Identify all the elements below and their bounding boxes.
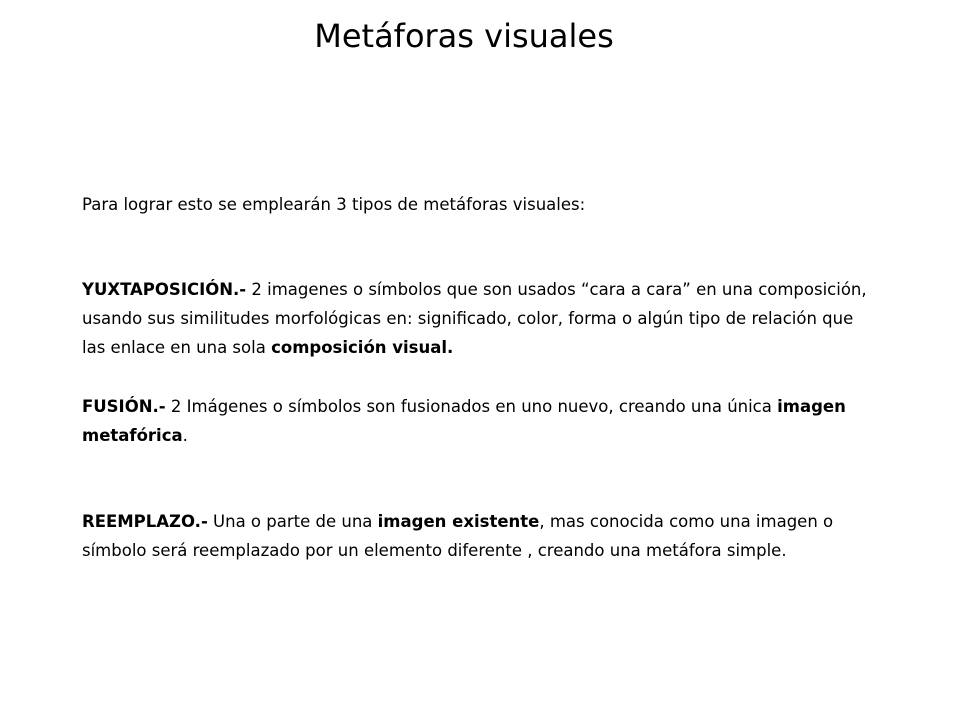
- yuxtaposicion-paragraph: [82, 275, 872, 362]
- reemplazo-bold-phrase: imagen existente: [377, 512, 540, 531]
- fusion-text-end: .: [182, 426, 188, 445]
- fusion-term: FUSIÓN.-: [82, 397, 166, 416]
- intro-paragraph: Para lograr esto se emplearán 3 tipos de metáforas visuales:: [82, 195, 586, 214]
- yuxtaposicion-bold-phrase: composición visual.: [271, 338, 454, 357]
- fusion-bold-phrase: imagen metafórica: [82, 397, 846, 445]
- yuxtaposicion-text: 2 imagenes o símbolos que son usados “cara a cara” en una composición, usando sus similitudes morfológicas en: significado, color, forma o algún tipo de relación que las enlace en una sola: [82, 280, 867, 357]
- fusion-paragraph: [82, 392, 872, 450]
- fusion-text: 2 Imágenes o símbolos son fusionados en uno nuevo, creando una única: [165, 397, 778, 416]
- slide-title: Metáforas visuales: [314, 17, 614, 55]
- reemplazo-text: Una o parte de una: [207, 512, 378, 531]
- reemplazo-paragraph: [82, 507, 872, 565]
- reemplazo-term: REEMPLAZO.-: [82, 512, 208, 531]
- reemplazo-text-end: , mas conocida como una imagen o símbolo será reemplazado por un elemento diferente , creando una metáfora simple.: [82, 512, 834, 560]
- yuxtaposicion-term: YUXTAPOSICIÓN.-: [82, 280, 247, 299]
